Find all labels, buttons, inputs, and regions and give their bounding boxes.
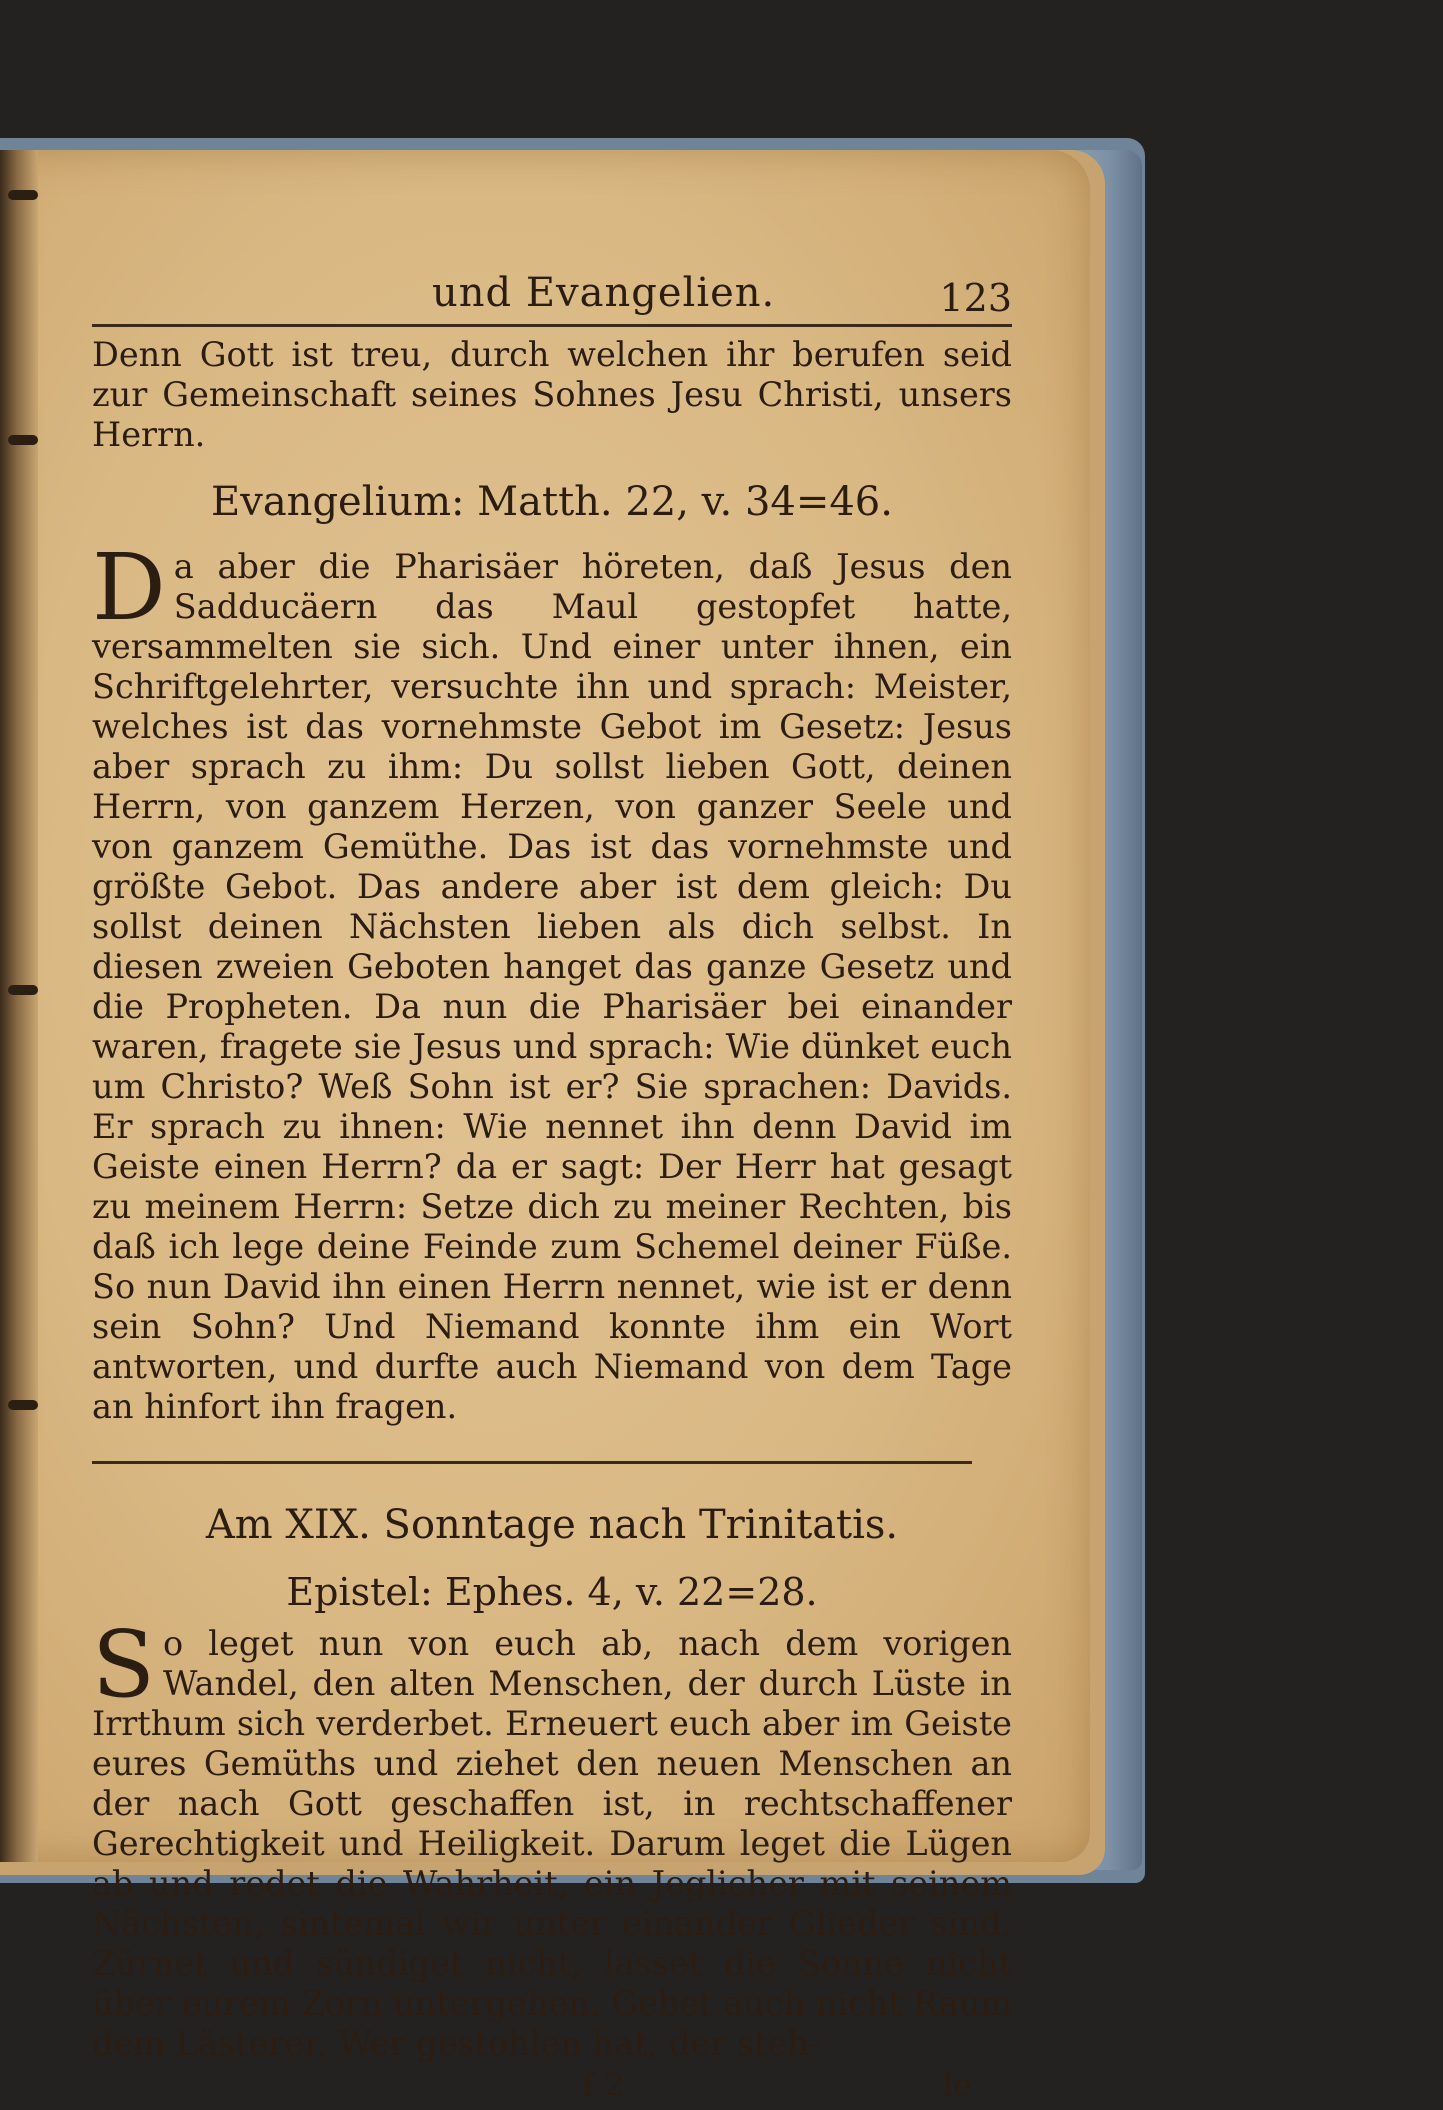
book-gutter	[0, 150, 38, 1862]
epistle-paragraph	[92, 1611, 1012, 2064]
page-footer	[92, 2066, 1012, 2110]
gospel-paragraph	[92, 534, 1012, 1427]
epistle-text: o leget nun von euch ab, nach dem vorigen Wandel, den alten Menschen, der durch Lüste in Irrthum sich verderbet. Erneuert euch aber im Geiste eures Gemüths und ziehet den neuen Menschen an der nach Gott geschaffen ist, in rechtschaffener Gerechtigkeit und Heiligkeit. Darum leget die Lügen ab und redet die Wahrheit, ein Jeglicher mit seinem Nächsten, sintemal wir unter einander Glieder sind. Zürnet und sündiget nicht, lasset die Sonne nicht über eurem Zorn untergehen. Gebet auch nicht Raum dem Lästerer. Wer gestohlen hat, der steh-	[92, 1624, 1012, 2063]
section-divider	[92, 1461, 972, 1464]
binding-stitch	[8, 435, 38, 445]
catchword: le	[942, 2066, 972, 2104]
binding-stitch	[8, 1400, 38, 1410]
signature-mark: f 2	[582, 2066, 625, 2104]
gospel-text: a aber die Pharisäer höreten, daß Jesus den Sadducäern das Maul gestopfet hatte, versammelten sie sich. Und einer unter ihnen, ein Schriftgelehrter, versuchte ihn und sprach: Meister, welches ist das vornehmste Gebot im Gesetz: Jesus aber sprach zu ihm: Du sollst lieben Gott, deinen Herrn, von ganzem Herzen, von ganzer Seele und von ganzem Gemüthe. Das ist das vornehmste und größte Gebot. Das andere aber ist dem gleich: Du sollst deinen Nächsten lieben als dich selbst. In diesen zweien Geboten hanget das ganze Gesetz und die Propheten. Da nun die Pharisäer bei einander waren, fragete sie Jesus und sprach: Wie dünket euch um Christo? Weß Sohn ist er? Sie sprachen: Davids. Er sprach zu ihnen: Wie nennet ihn denn David im Geiste einen Herrn? da er sagt: Der Herr hat gesagt zu meinem Herrn: Setze dich zu meiner Rechten, bis daß ich lege deine Feinde zum Schemel deiner Füße. So nun David ihn einen Herrn nennet, wie ist er denn sein Sohn? Und Niemand konnte ihm ein Wort antworten, und durfte auch Niemand von dem Tage an hinfort ihn fragen.	[92, 547, 1012, 1426]
running-head	[92, 262, 1012, 327]
epistle-drop-capital: S	[92, 1611, 156, 1718]
binding-stitch	[8, 190, 38, 200]
page-content	[92, 262, 1012, 2110]
page-number: 123	[939, 276, 1012, 320]
gospel-drop-capital: D	[92, 534, 166, 641]
sunday-heading: Am XIX. Sonntage nach Trinitatis.	[205, 1502, 899, 1548]
running-title: und Evangelien.	[432, 270, 776, 316]
epistle-closing-text: Denn Gott ist treu, durch welchen ihr berufen seid zur Gemeinschaft seines Sohnes Jesu Christi, unsers Herrn.	[92, 335, 1012, 454]
epistle-heading: Epistel: Ephes. 4, v. 22=28.	[286, 1570, 818, 1614]
binding-stitch	[8, 985, 38, 995]
gospel-heading: Evangelium: Matth. 22, v. 34=46.	[211, 479, 893, 525]
